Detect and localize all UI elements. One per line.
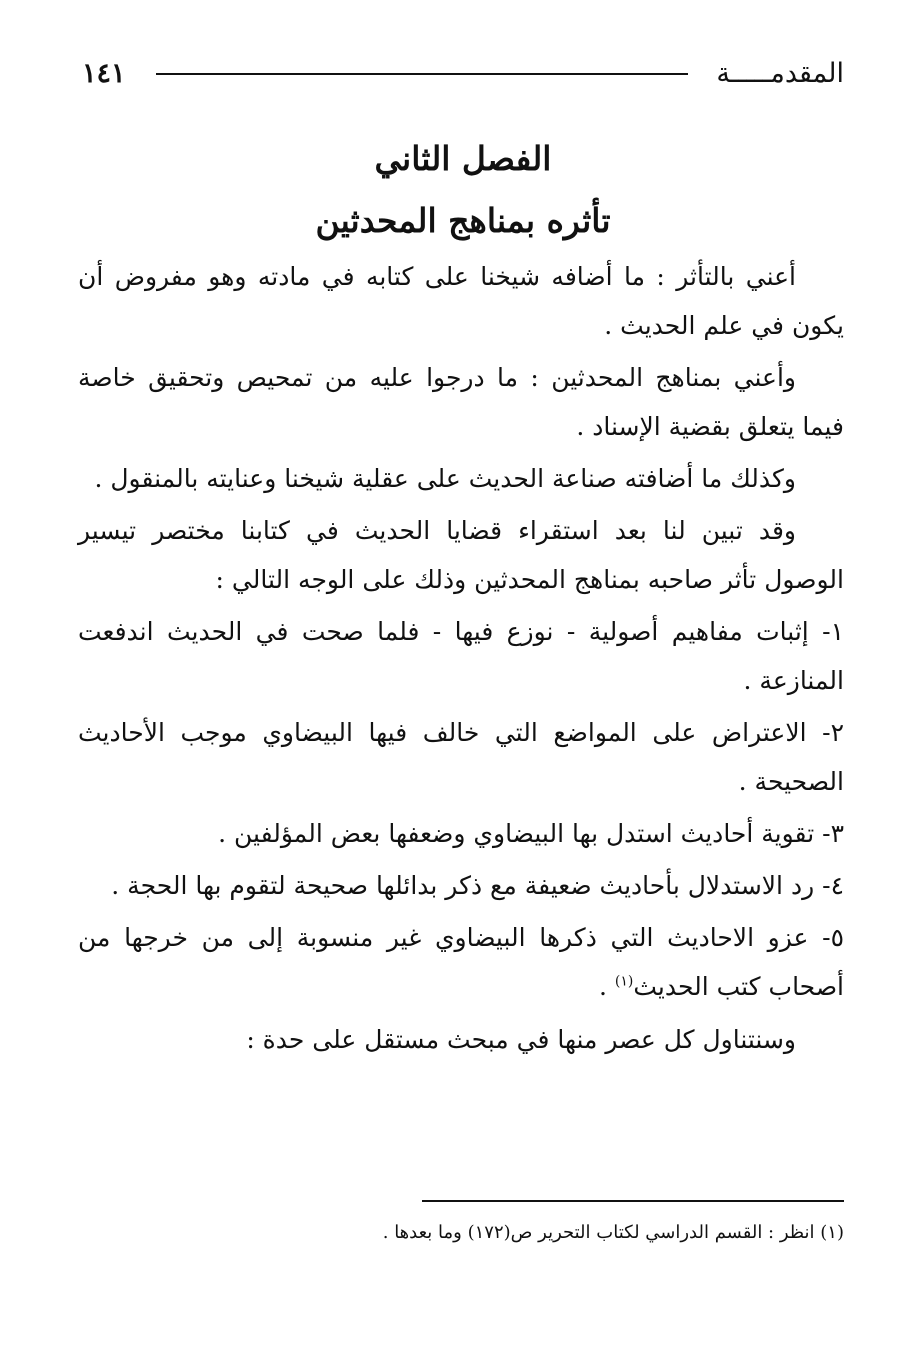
list-item: ٣- تقوية أحاديث استدل بها البيضاوي وضعفها بعض المؤلفين . — [218, 819, 844, 848]
list-item-text: ٥- عزو الاحاديث التي ذكرها البيضاوي غير منسوبة إلى من خرجها من أصحاب كتب الحديث — [78, 923, 844, 1001]
list-item: ٢- الاعتراض على المواضع التي خالف فيها البيضاوي موجب الأحاديث الصحيحة . — [78, 718, 844, 796]
body-text — [78, 252, 844, 1064]
list-item — [78, 913, 844, 1011]
footnote-rule — [422, 1200, 844, 1202]
section-name: المقدمـــــة — [716, 58, 844, 89]
running-header — [82, 52, 844, 96]
paragraph: وأعني بمناهج المحدثين : ما درجوا عليه من تمحيص وتحقيق خاصة فيما يتعلق بقضية الإسناد . — [78, 363, 844, 441]
list-item: ٤- رد الاستدلال بأحاديث ضعيفة مع ذكر بدائلها صحيحة لتقوم بها الحجة . — [111, 871, 844, 900]
list-item-end: . — [598, 972, 615, 1001]
paragraph: أعني بالتأثر : ما أضافه شيخنا على كتابه في مادته وهو مفروض أن يكون في علم الحديث . — [78, 262, 844, 340]
closing-paragraph: وسنتناول كل عصر منها في مبحث مستقل على حدة : — [246, 1025, 796, 1054]
paragraph: وقد تبين لنا بعد استقراء قضايا الحديث في كتابنا مختصر تيسير الوصول تأثر صاحبه بمناهج المحدثين وذلك على الوجه التالي : — [78, 516, 844, 594]
chapter-heading — [82, 132, 844, 248]
page-number: ١٤١ — [82, 58, 126, 89]
paragraph: وكذلك ما أضافته صناعة الحديث على عقلية شيخنا وعنايته بالمنقول . — [94, 464, 796, 493]
footnote: (١) انظر : القسم الدراسي لكتاب التحرير ص(١٧٢) وما بعدها . — [382, 1222, 844, 1243]
header-rule — [156, 73, 689, 75]
chapter-title: الفصل الثاني — [374, 139, 552, 178]
footnote-reference: (١) — [614, 973, 634, 990]
list-item: ١- إثبات مفاهيم أصولية - نوزع فيها - فلما صحت في الحديث اندفعت المنازعة . — [78, 617, 844, 695]
chapter-subtitle: تأثره بمناهج المحدثين — [315, 201, 611, 240]
